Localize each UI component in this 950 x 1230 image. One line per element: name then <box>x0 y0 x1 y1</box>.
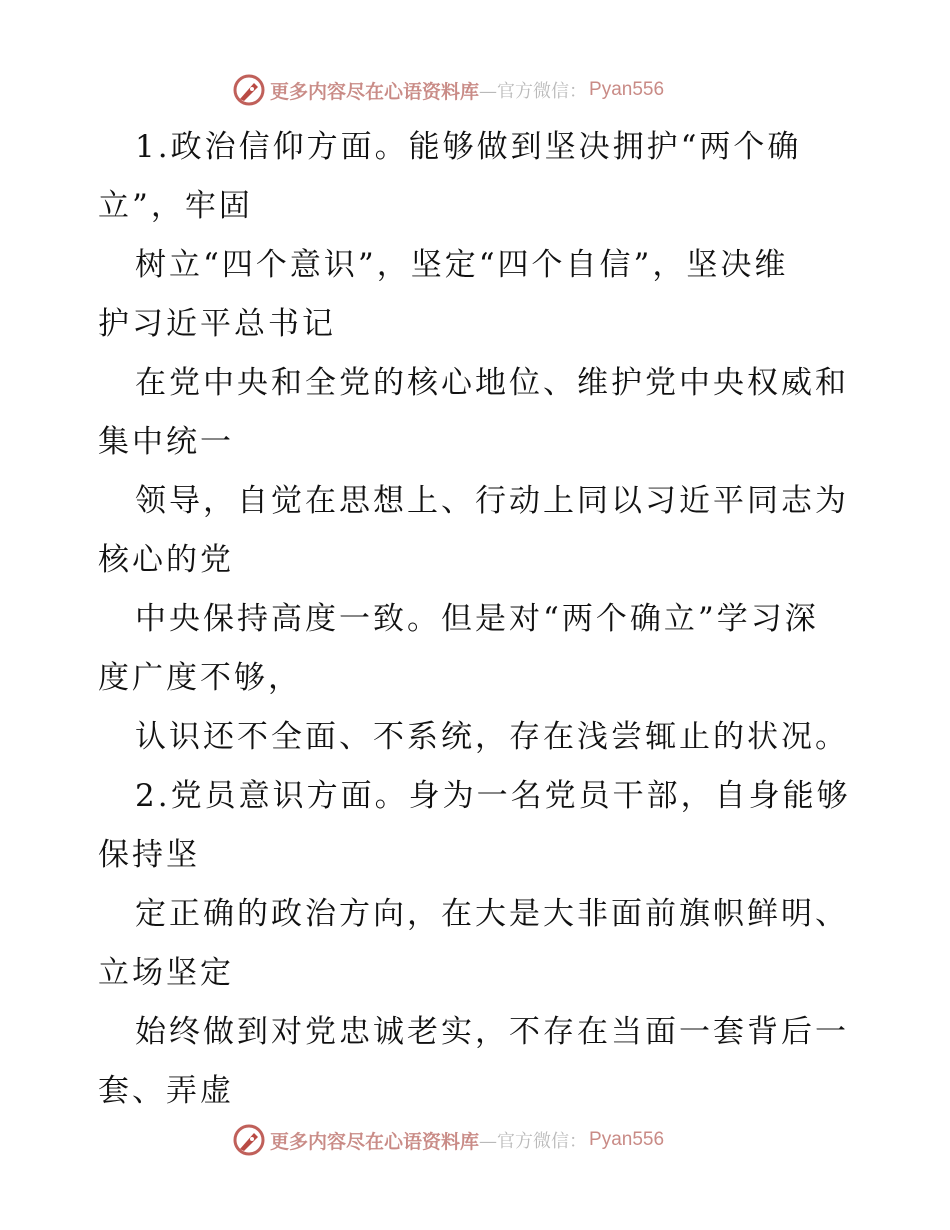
text-line: 定正确的政治方向，在大是大非面前旗帜鲜明、 <box>135 896 849 932</box>
text-line: 2.党员意识方面。身为一名党员干部，自身能够 <box>135 778 851 814</box>
text-line: 领导，自觉在思想上、行动上同以习近平同志为 <box>135 483 849 519</box>
footer-watermark <box>232 1120 664 1160</box>
text-line: 立场坚定 <box>98 955 234 991</box>
text-line: 1.政治信仰方面。能够做到坚决拥护“两个确 <box>135 129 802 165</box>
watermark-brand: 更多内容尽在心语资料库 <box>270 1130 480 1153</box>
body-text <box>98 118 858 1121</box>
text-line: 始终做到对党忠诚老实，不存在当面一套背后一 <box>135 1014 849 1050</box>
watermark-wechat: Pyan556 <box>589 79 665 100</box>
text-line: 认识还不全面、不系统，存在浅尝辄止的状况。 <box>135 719 849 755</box>
watermark-wechat: Pyan556 <box>589 1129 665 1150</box>
pen-nib-logo-icon <box>232 73 266 107</box>
watermark-brand: 更多内容尽在心语资料库 <box>270 80 480 103</box>
text-line: 度广度不够， <box>98 660 302 696</box>
watermark-dash: —官方微信： <box>479 81 588 102</box>
watermark-dash: —官方微信： <box>479 1131 588 1152</box>
text-line: 护习近平总书记 <box>98 306 336 342</box>
text-line: 保持坚 <box>98 837 200 873</box>
pen-nib-logo-icon <box>232 1123 266 1157</box>
text-line: 集中统一 <box>98 424 234 460</box>
text-line: 核心的党 <box>98 542 234 578</box>
text-line: 套、弄虚 <box>98 1073 234 1109</box>
text-line: 树立“四个意识”，坚定“四个自信”，坚决维 <box>135 247 789 283</box>
text-line: 立”，牢固 <box>98 188 253 224</box>
text-line: 在党中央和全党的核心地位、维护党中央权威和 <box>135 365 849 401</box>
header-watermark <box>232 70 664 110</box>
text-line: 中央保持高度一致。但是对“两个确立”学习深 <box>135 601 819 637</box>
